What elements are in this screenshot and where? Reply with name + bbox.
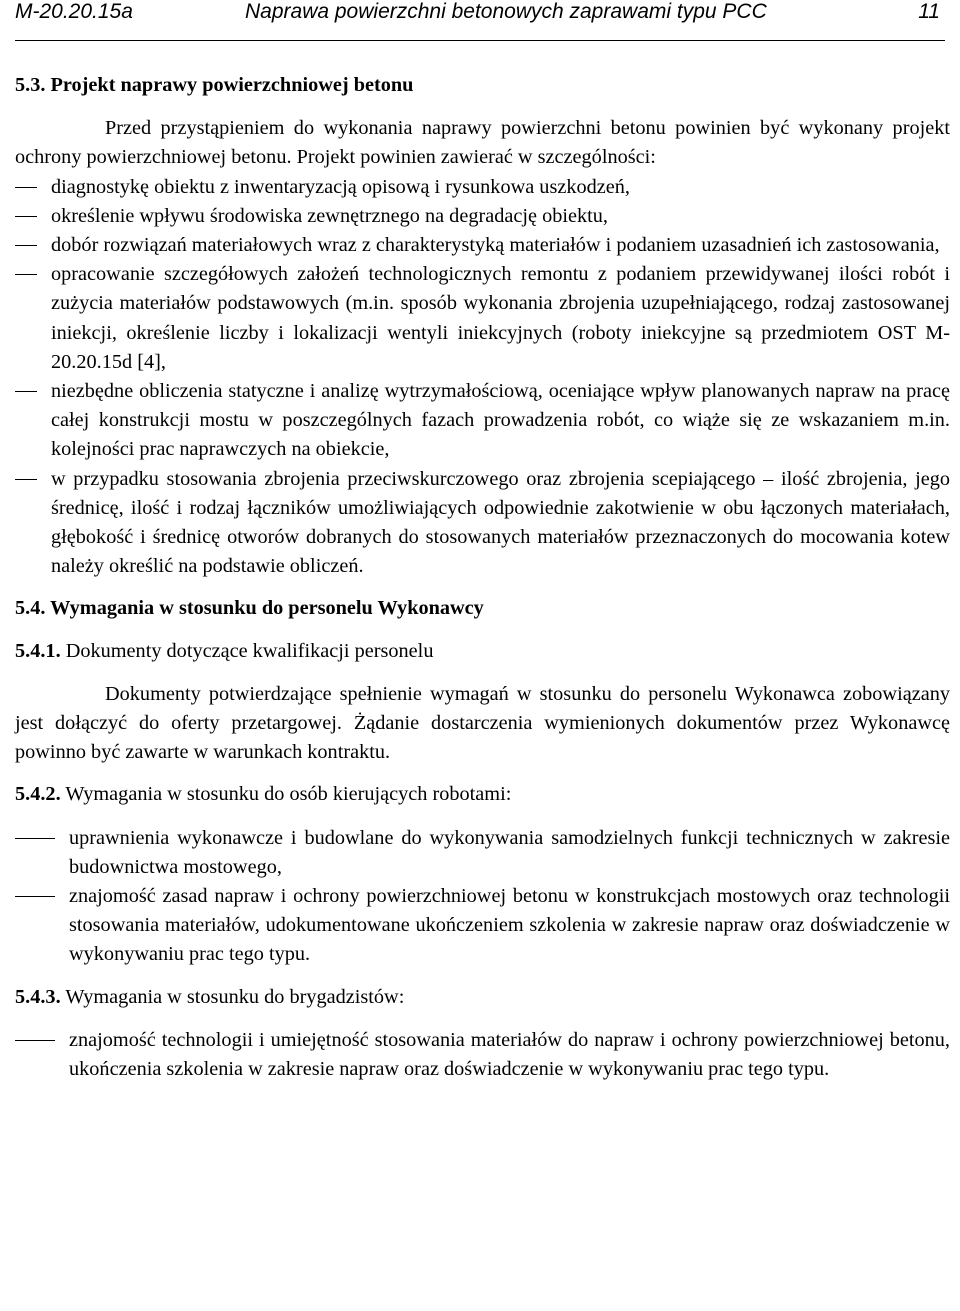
section-5-4-2-list [15,824,950,970]
section-5-3-list [15,173,950,582]
section-5-4-1-text: Dokumenty potwierdzające spełnienie wymagań w stosunku do personelu Wykonawca zobowiązany jest dołączyć do oferty przetargowej. Żądanie dostarczenia wymienionych dokumentów przez Wykonawcę powinno być zawarte w warunkach kontraktu. [15,682,950,764]
dash-bullet [15,479,37,480]
dash-bullet [15,187,37,188]
list-item: znajomość zasad napraw i ochrony powierzchniowej betonu w konstrukcjach mostowych oraz technologii stosowania materiałów, udokumentowane ukończeniem szkolenia w zakresie napraw oraz doświadczenie w wykonywaniu prac tego typu. [15,882,950,970]
dash-bullet [15,896,55,897]
dash-bullet [15,245,37,246]
section-heading-5-4: 5.4. Wymagania w stosunku do personelu Wykonawcy [15,597,484,620]
dash-bullet [15,216,37,217]
section-5-3-intro: Przed przystąpieniem do wykonania naprawy powierzchni betonu powinien być wykonany projekt ochrony powierzchniowej betonu. Projekt powinien zawierać w szczególności: [15,117,950,169]
section-heading-5-3: 5.3. Projekt naprawy powierzchniowej betonu [15,74,414,96]
spec-title: Naprawa powierzchni betonowych zaprawami typu PCC [245,0,767,23]
list-item: znajomość technologii i umiejętność stosowania materiałów do napraw i ochrony powierzchniowej betonu, ukończenia szkolenia w zakresie napraw oraz doświadczenie w wykonywaniu prac tego typu. [15,1026,950,1084]
list-item: opracowanie szczegółowych założeń technologicznych remontu z podaniem przewidywanej ilości robót i zużycia materiałów podstawowych (m.in. sposób wykonania zbrojenia uzupełniającego, rodzaj zastosowanej iniekcji, określenie liczby i lokalizacji wentyli iniekcyjnych (roboty iniekcyjne są przedmiotem OST M-20.20.15d [4], [15,260,950,377]
list-item: niezbędne obliczenia statyczne i analizę wytrzymałościową, oceniające wpływ planowanych napraw na pracę całej konstrukcji mostu w poszczególnych fazach prowadzenia robót, co wiąże się ze wskazaniem m.in. kolejności prac naprawczych na obiekcie, [15,377,950,465]
list-item: diagnostykę obiektu z inwentaryzacją opisową i rysunkowa uszkodzeń, [15,173,950,202]
subsection-heading-5-4-3: 5.4.3. Wymagania w stosunku do brygadzistów: [15,985,405,1008]
list-item: uprawnienia wykonawcze i budowlane do wykonywania samodzielnych funkcji technicznych w zakresie budownictwa mostowego, [15,824,950,882]
page-header [15,0,945,41]
spec-code: M-20.20.15a [15,0,133,23]
dash-bullet [15,1040,55,1041]
page-number: 11 [918,0,940,23]
dash-bullet [15,274,37,275]
subsection-heading-5-4-2: 5.4.2. Wymagania w stosunku do osób kierujących robotami: [15,783,512,806]
subsection-heading-5-4-1: 5.4.1. Dokumenty dotyczące kwalifikacji personelu [15,639,434,662]
list-item: określenie wpływu środowiska zewnętrznego na degradację obiektu, [15,202,950,231]
section-5-4-3-list [15,1026,950,1084]
dash-bullet [15,391,37,392]
list-item: w przypadku stosowania zbrojenia przeciwskurczowego oraz zbrojenia scepiającego – ilość zbrojenia, jego średnicę, ilość i rodzaj łączników umożliwiających odpowiednie zakotwienie w obu łączonych materiałach, głębokość i średnicę otworów dobranych do stosowanych materiałów przeznaczonych do mocowania kotew należy określić na podstawie obliczeń. [15,465,950,582]
list-item: dobór rozwiązań materiałowych wraz z charakterystyką materiałów i podaniem uzasadnień ich zastosowania, [15,231,950,260]
document-body [15,71,950,1084]
dash-bullet [15,838,55,839]
